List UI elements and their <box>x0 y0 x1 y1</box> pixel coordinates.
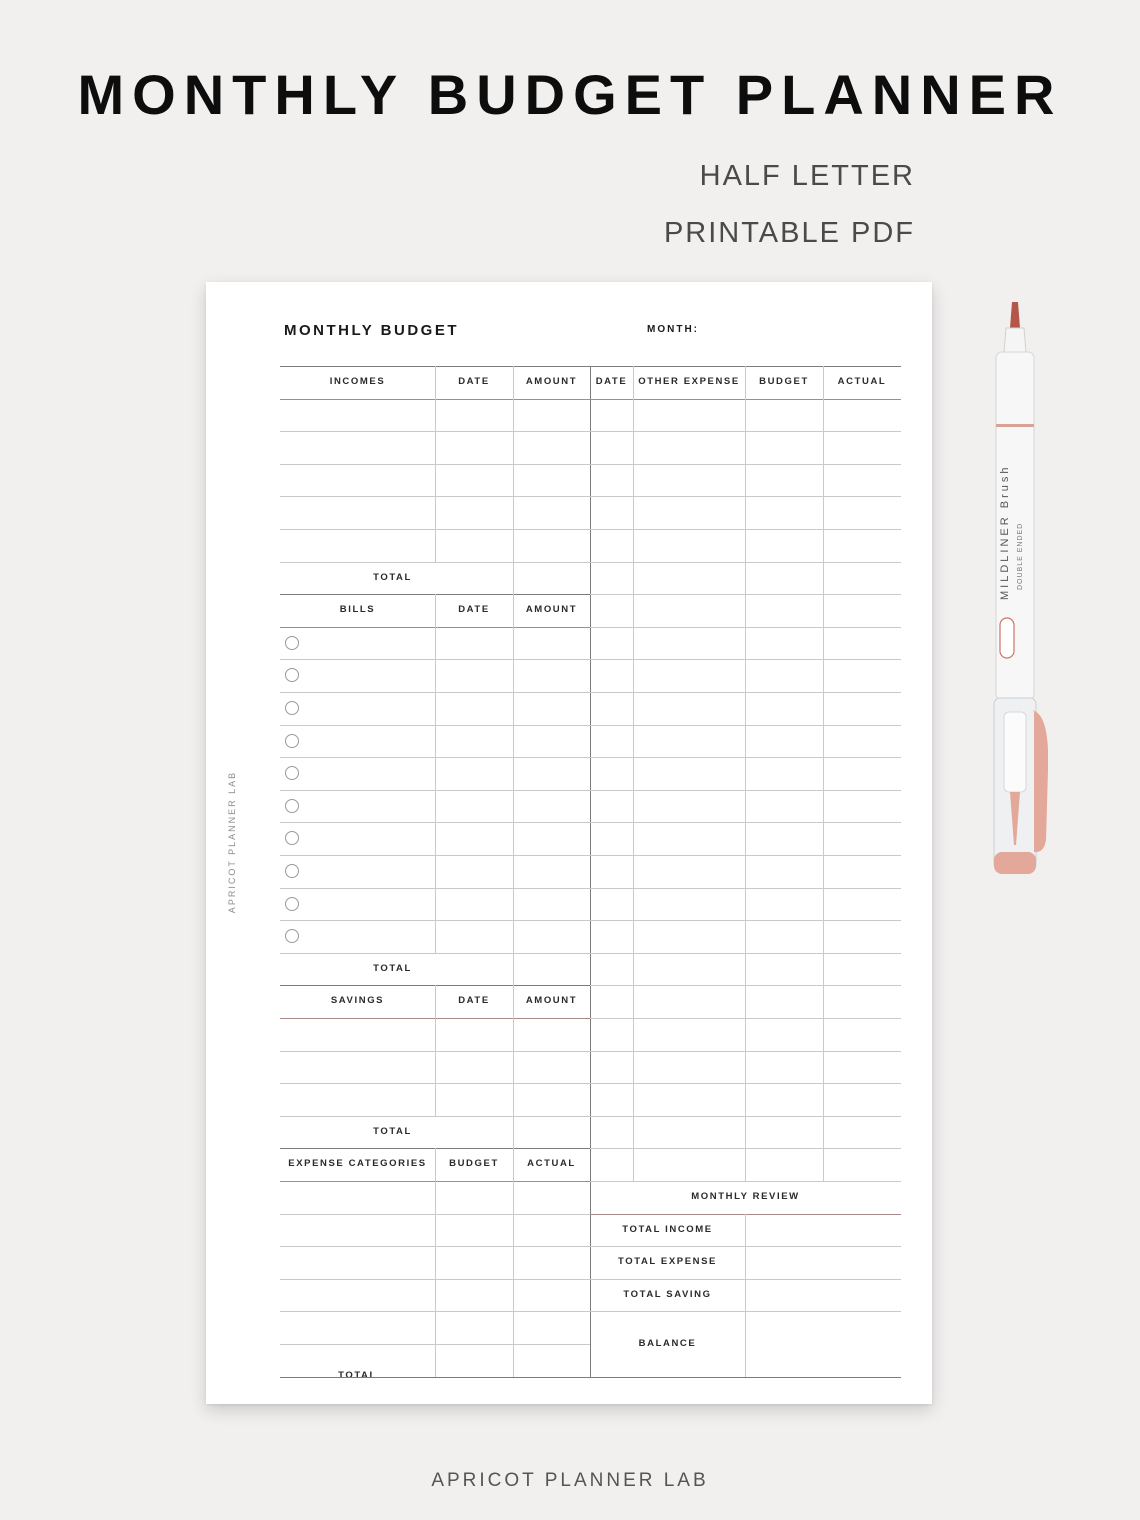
bills-date-header: DATE <box>458 604 490 616</box>
other-expense-header: OTHER EXPENSE <box>638 376 740 387</box>
savings-divider <box>513 985 514 1148</box>
footer-brand: APRICOT PLANNER LAB <box>431 1470 709 1491</box>
other-expense-date-header: DATE <box>595 376 628 387</box>
other-expense-divider <box>745 366 746 1181</box>
bills-row-line <box>280 953 590 954</box>
pen-clip <box>1032 710 1048 852</box>
bill-checkbox[interactable] <box>285 636 299 650</box>
bill-checkbox[interactable] <box>285 897 299 911</box>
bill-checkbox[interactable] <box>285 799 299 813</box>
savings-total-label: TOTAL <box>373 1125 412 1137</box>
savings-header: SAVINGS <box>330 995 385 1007</box>
review-total-expense-label: TOTAL EXPENSE <box>618 1256 717 1268</box>
expense-categories-budget-header: BUDGET <box>449 1158 499 1170</box>
bills-header: BILLS <box>339 604 376 616</box>
incomes-total-label: TOTAL <box>373 571 412 583</box>
expense-categories-total-label: TOTAL <box>338 1370 377 1382</box>
bills-divider <box>513 594 514 985</box>
review-total-income-label: TOTAL INCOME <box>622 1223 713 1235</box>
incomes-divider <box>435 366 436 562</box>
other-expense-divider <box>823 366 824 1181</box>
incomes-divider <box>513 366 514 594</box>
incomes-date-header: DATE <box>458 376 490 387</box>
sheet-title: MONTHLY BUDGET <box>284 322 460 339</box>
incomes-header: INCOMES <box>329 376 386 387</box>
pen-brand-text: MILDLINER Brush <box>999 464 1011 600</box>
review-balance-label: BALANCE <box>638 1337 697 1349</box>
savings-date-header: DATE <box>458 995 490 1007</box>
bill-checkbox[interactable] <box>285 701 299 715</box>
bill-checkbox[interactable] <box>285 766 299 780</box>
monthly-review-title: MONTHLY REVIEW <box>691 1191 800 1202</box>
page-title: MONTHLY BUDGET PLANNER <box>77 63 1063 126</box>
bill-checkbox[interactable] <box>285 734 299 748</box>
other-expense-divider <box>633 366 634 1181</box>
side-brand: APRICOT PLANNER LAB <box>227 770 237 914</box>
bills-total-label: TOTAL <box>373 962 412 974</box>
incomes-row-line <box>280 562 590 563</box>
review-bottom-line <box>590 1377 901 1378</box>
expense-categories-divider <box>435 1148 436 1376</box>
savings-amount-header: AMOUNT <box>525 995 578 1007</box>
marker-pen <box>988 300 1048 880</box>
pen-tip <box>1010 302 1020 328</box>
month-label: MONTH: <box>647 324 699 335</box>
expense-categories-divider <box>513 1148 514 1376</box>
pen-side-text: DOUBLE ENDED <box>1017 522 1024 590</box>
expense-categories-bottom-line <box>280 1377 590 1378</box>
other-expense-actual-header: ACTUAL <box>837 376 887 387</box>
savings-row-line <box>280 1116 590 1117</box>
subtitle-format: PRINTABLE PDF <box>663 217 915 249</box>
planner-sheet <box>206 282 932 1404</box>
review-divider <box>745 1214 746 1377</box>
bill-checkbox[interactable] <box>285 831 299 845</box>
bills-amount-header: AMOUNT <box>525 604 578 616</box>
incomes-amount-header: AMOUNT <box>525 376 578 387</box>
review-total-saving-label: TOTAL SAVING <box>623 1288 712 1300</box>
bill-checkbox[interactable] <box>285 864 299 878</box>
other-expense-budget-header: BUDGET <box>759 376 809 387</box>
subtitle-size: HALF LETTER <box>699 160 915 192</box>
bill-checkbox[interactable] <box>285 668 299 682</box>
bill-checkbox[interactable] <box>285 929 299 943</box>
expense-categories-actual-header: ACTUAL <box>527 1158 576 1170</box>
expense-categories-header: EXPENSE CATEGORIES <box>288 1158 427 1170</box>
bills-divider <box>435 594 436 953</box>
savings-divider <box>435 985 436 1115</box>
